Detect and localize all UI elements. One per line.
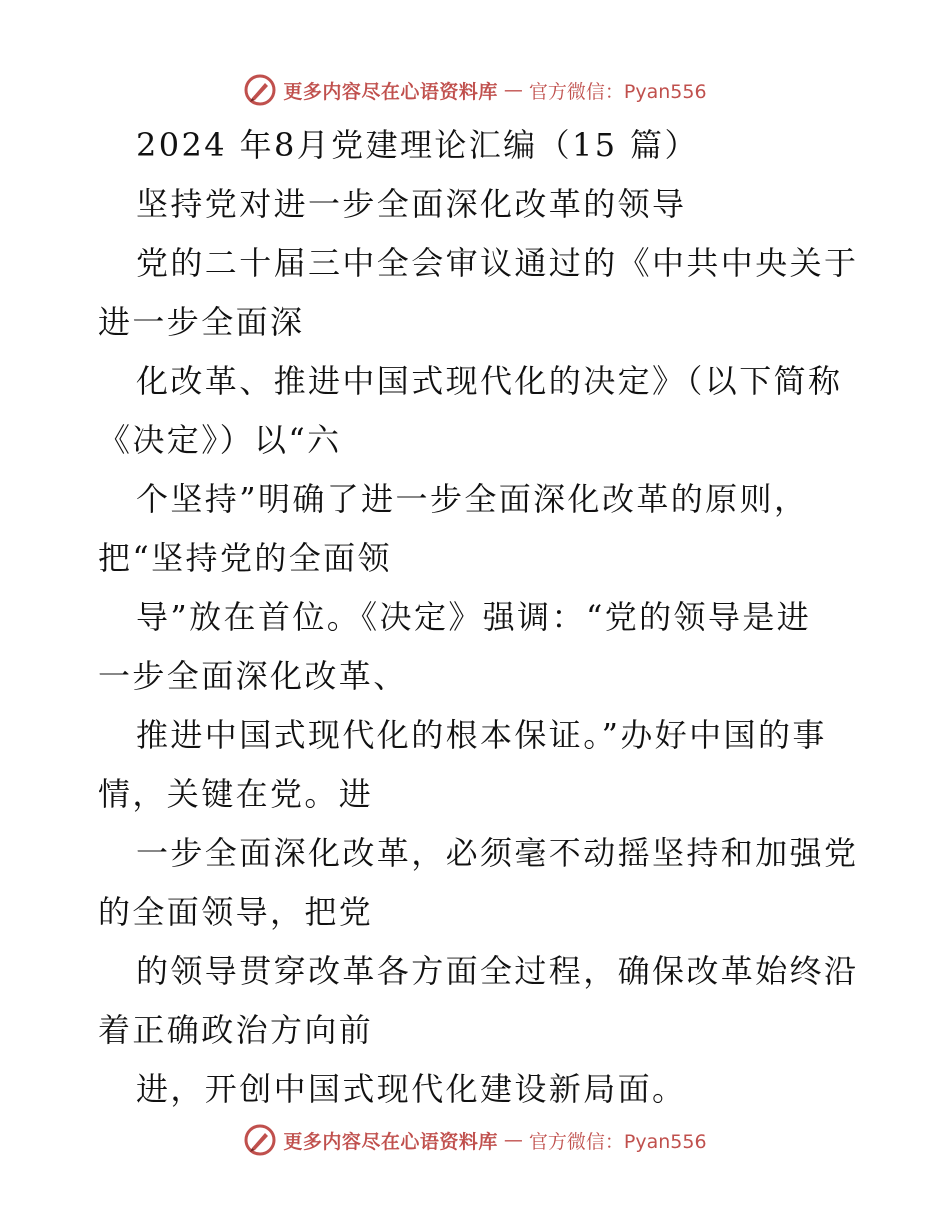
footer-banner-separator: — [503, 1129, 523, 1151]
document-title: 2024 年8月党建理论汇编（15 篇） [136, 126, 699, 164]
paragraph-line: 的领导贯穿改革各方面全过程，确保改革始终沿 [136, 952, 859, 990]
footer-wechat-text: 官方微信：Pyan556 [528, 1130, 707, 1153]
header-banner [0, 70, 950, 110]
paragraph-line: 的全面领导，把党 [98, 893, 374, 931]
paragraph-line: 导”放在首位。《决定》强调：“党的领导是进 [136, 598, 812, 636]
paragraph-line: 进，开创中国式现代化建设新局面。 [136, 1070, 687, 1108]
paragraph-line: 把“坚持党的全面领 [98, 539, 392, 577]
paragraph-line: 个坚持”明确了进一步全面深化改革的原则， [136, 480, 809, 518]
pen-circle-logo-icon [243, 73, 277, 107]
footer-banner [0, 1120, 950, 1160]
paragraph-line: 推进中国式现代化的根本保证。”办好中国的事 [136, 716, 827, 754]
header-wechat-text: 官方微信：Pyan556 [528, 80, 707, 103]
paragraph-line: 情，关键在党。进 [98, 775, 374, 813]
paragraph-line: 化改革、推进中国式现代化的决定》（以下简称 [136, 362, 843, 400]
document-body [98, 116, 858, 1119]
paragraph-line: 进一步全面深 [98, 303, 305, 341]
paragraph-line: 党的二十届三中全会审议通过的《中共中央关于 [136, 244, 859, 282]
footer-banner-text: 更多内容尽在心语资料库 [283, 1130, 498, 1153]
article-heading: 坚持党对进一步全面深化改革的领导 [136, 185, 687, 223]
paragraph-line: 《决定》）以“六 [98, 421, 342, 459]
pen-circle-logo-icon [243, 1123, 277, 1157]
header-banner-separator: — [503, 79, 523, 101]
paragraph-line: 一步全面深化改革、 [98, 657, 408, 695]
paragraph-line: 着正确政治方向前 [98, 1011, 374, 1049]
header-banner-text: 更多内容尽在心语资料库 [283, 80, 498, 103]
paragraph-line: 一步全面深化改革，必须毫不动摇坚持和加强党 [136, 834, 859, 872]
